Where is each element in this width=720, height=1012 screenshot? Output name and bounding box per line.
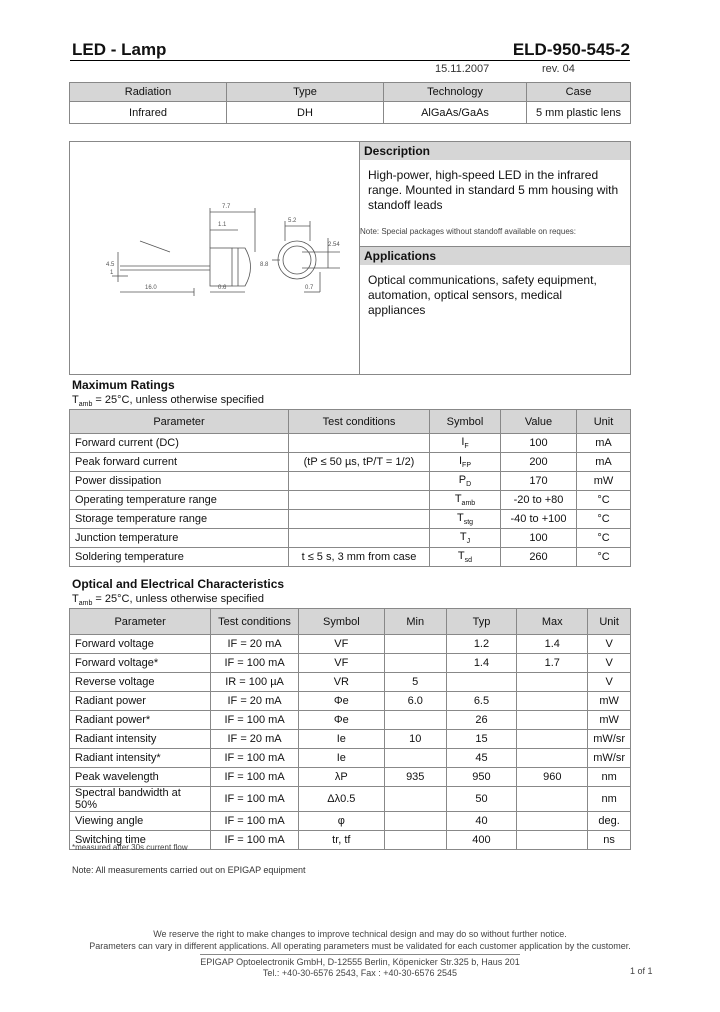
- param-cell: Forward current (DC): [70, 434, 289, 453]
- max-cell: [517, 749, 588, 768]
- condition-cell: IF = 100 mA: [211, 787, 299, 812]
- condition-cell: IF = 100 mA: [211, 711, 299, 730]
- max-ratings-heading: Maximum Ratings: [72, 378, 175, 392]
- unit-cell: V: [588, 635, 631, 654]
- opt-header: Min: [384, 609, 446, 635]
- part-number: ELD-950-545-2: [512, 40, 630, 59]
- header-rule: [70, 60, 630, 61]
- symbol-cell: $T_{sd}$: [430, 548, 501, 567]
- optical-condition: [72, 593, 264, 607]
- max-ratings-header-row: [70, 410, 631, 434]
- table-row: [70, 491, 631, 510]
- symbol-cell: tr, tf: [298, 831, 384, 850]
- condition-cell: [289, 491, 430, 510]
- unit-cell: mW: [588, 692, 631, 711]
- summary-header: Technology: [384, 83, 527, 102]
- condition-cell: (tP ≤ 50 µs, tP/T = 1/2): [289, 453, 430, 472]
- optical-header-row: [70, 609, 631, 635]
- min-cell: [384, 831, 446, 850]
- symbol-cell: Ie: [298, 730, 384, 749]
- summary-value: Infrared: [70, 102, 227, 124]
- footer-disclaimer-2: Parameters can vary in different applications. All operating parameters must be validated for each customer application by the customer.: [89, 941, 631, 951]
- summary-header: Type: [227, 83, 384, 102]
- unit-cell: °C: [577, 491, 631, 510]
- dim-label: 16.0: [145, 285, 157, 291]
- summary-header-row: [70, 83, 631, 102]
- symbol-cell: $T_{stg}$: [430, 510, 501, 529]
- optical-heading: Optical and Electrical Characteristics: [72, 577, 285, 591]
- min-cell: 10: [384, 730, 446, 749]
- unit-cell: mW/sr: [588, 749, 631, 768]
- unit-cell: mA: [577, 453, 631, 472]
- table-row: [70, 673, 631, 692]
- min-cell: [384, 711, 446, 730]
- description-text: High-power, high-speed LED in the infrared range. Mounted in standard 5 mm housing with standoff leads: [368, 168, 619, 212]
- dim-label: 8.8: [260, 262, 269, 268]
- condition-cell: IF = 20 mA: [211, 730, 299, 749]
- unit-cell: deg.: [588, 812, 631, 831]
- applications-heading: Applications: [360, 246, 630, 265]
- typ-cell: 50: [446, 787, 517, 812]
- footer-disclaimer-1: We reserve the right to make changes to improve technical design and may do so without further notice.: [153, 929, 567, 939]
- value-cell: 260: [501, 548, 577, 567]
- min-cell: [384, 812, 446, 831]
- table-row: [70, 472, 631, 491]
- dim-label: 0.7: [305, 285, 314, 291]
- symbol-cell: VF: [298, 635, 384, 654]
- summary-header: Case: [527, 83, 631, 102]
- table-row: [70, 749, 631, 768]
- param-cell: Forward voltage*: [70, 654, 211, 673]
- typ-cell: 26: [446, 711, 517, 730]
- condition-sub: amb: [78, 600, 93, 608]
- symbol-cell: Ie: [298, 749, 384, 768]
- min-cell: [384, 635, 446, 654]
- led-dimension-drawing: [70, 142, 359, 374]
- max-header: Value: [501, 410, 577, 434]
- unit-cell: °C: [577, 548, 631, 567]
- value-cell: 200: [501, 453, 577, 472]
- condition-symbol: T: [72, 394, 79, 406]
- table-row: [70, 548, 631, 567]
- summary-header: Radiation: [70, 83, 227, 102]
- symbol-cell: λP: [298, 768, 384, 787]
- max-header: Unit: [577, 410, 631, 434]
- param-cell: Forward voltage: [70, 635, 211, 654]
- symbol-cell: $I_F$: [430, 434, 501, 453]
- symbol-cell: φ: [298, 812, 384, 831]
- condition-cell: [289, 472, 430, 491]
- symbol-cell: VR: [298, 673, 384, 692]
- value-cell: 100: [501, 434, 577, 453]
- summary-value: AlGaAs/GaAs: [384, 102, 527, 124]
- table-row: [70, 730, 631, 749]
- condition-cell: IF = 20 mA: [211, 635, 299, 654]
- param-cell: Peak wavelength: [70, 768, 211, 787]
- param-cell: Operating temperature range: [70, 491, 289, 510]
- table-row: [70, 453, 631, 472]
- condition-cell: [289, 529, 430, 548]
- max-cell: 960: [517, 768, 588, 787]
- page-number: 1 of 1: [630, 966, 653, 976]
- summary-value: 5 mm plastic lens: [527, 102, 631, 124]
- symbol-cell: $T_{amb}$: [430, 491, 501, 510]
- min-cell: [384, 787, 446, 812]
- typ-cell: [446, 673, 517, 692]
- min-cell: 6.0: [384, 692, 446, 711]
- max-ratings-condition: [72, 394, 264, 408]
- condition-cell: [289, 510, 430, 529]
- typ-cell: 400: [446, 831, 517, 850]
- applications-text: Optical communications, safety equipment, automation, optical sensors, medical appliances: [368, 273, 597, 317]
- footer-rule: [200, 954, 520, 955]
- min-cell: 5: [384, 673, 446, 692]
- condition-text: = 25°C, unless otherwise specified: [92, 394, 264, 406]
- table-row: [70, 654, 631, 673]
- symbol-cell: Δλ0.5: [298, 787, 384, 812]
- condition-cell: [289, 434, 430, 453]
- unit-cell: ns: [588, 831, 631, 850]
- typ-cell: 15: [446, 730, 517, 749]
- unit-cell: V: [588, 673, 631, 692]
- summary-value-row: [70, 102, 631, 124]
- optical-table: [69, 608, 631, 850]
- value-cell: 170: [501, 472, 577, 491]
- max-cell: 1.7: [517, 654, 588, 673]
- max-header: Parameter: [70, 410, 289, 434]
- table-row: [70, 812, 631, 831]
- symbol-cell: Φe: [298, 692, 384, 711]
- condition-cell: IR = 100 µA: [211, 673, 299, 692]
- dim-label: 1.1: [218, 222, 227, 228]
- dim-label: 5.2: [288, 218, 297, 224]
- typ-cell: 6.5: [446, 692, 517, 711]
- max-ratings-table: [69, 409, 631, 567]
- param-cell: Radiant power: [70, 692, 211, 711]
- dim-label: 1: [110, 270, 114, 276]
- doc-date: 15.11.2007: [435, 63, 490, 75]
- unit-cell: mW: [577, 472, 631, 491]
- param-cell: Spectral bandwidth at 50%: [70, 787, 211, 812]
- param-cell: Radiant intensity*: [70, 749, 211, 768]
- doc-revision: rev. 04: [542, 63, 575, 75]
- opt-header: Test conditions: [211, 609, 299, 635]
- param-cell: Viewing angle: [70, 812, 211, 831]
- symbol-cell: VF: [298, 654, 384, 673]
- opt-header: Max: [517, 609, 588, 635]
- max-header: Test conditions: [289, 410, 430, 434]
- description-block: [69, 141, 631, 375]
- symbol-cell: $P_D$: [430, 472, 501, 491]
- symbol-cell: $I_{FP}$: [430, 453, 501, 472]
- param-cell: Peak forward current: [70, 453, 289, 472]
- symbol-cell: Φe: [298, 711, 384, 730]
- summary-value: DH: [227, 102, 384, 124]
- unit-cell: °C: [577, 529, 631, 548]
- table-row: [70, 529, 631, 548]
- summary-table: [69, 82, 631, 124]
- param-cell: Reverse voltage: [70, 673, 211, 692]
- max-cell: [517, 787, 588, 812]
- max-cell: [517, 730, 588, 749]
- opt-header: Symbol: [298, 609, 384, 635]
- param-cell: Radiant power*: [70, 711, 211, 730]
- typ-cell: 40: [446, 812, 517, 831]
- table-row: [70, 711, 631, 730]
- condition-cell: IF = 20 mA: [211, 692, 299, 711]
- opt-header: Typ: [446, 609, 517, 635]
- symbol-cell: $T_J$: [430, 529, 501, 548]
- min-cell: [384, 654, 446, 673]
- table-row: [70, 692, 631, 711]
- description-panel: [360, 142, 630, 318]
- table-row: [70, 768, 631, 787]
- unit-cell: nm: [588, 787, 631, 812]
- min-cell: [384, 749, 446, 768]
- doc-title: LED - Lamp: [72, 40, 167, 59]
- param-cell: Radiant intensity: [70, 730, 211, 749]
- param-cell: Storage temperature range: [70, 510, 289, 529]
- dim-label: 2.54: [328, 242, 340, 248]
- condition-cell: IF = 100 mA: [211, 831, 299, 850]
- max-cell: [517, 812, 588, 831]
- condition-sub: amb: [78, 401, 93, 409]
- typ-cell: 45: [446, 749, 517, 768]
- condition-cell: IF = 100 mA: [211, 812, 299, 831]
- optical-footnote: *measured after 30s current flow: [72, 843, 188, 852]
- max-header: Symbol: [430, 410, 501, 434]
- value-cell: -40 to +100: [501, 510, 577, 529]
- typ-cell: 950: [446, 768, 517, 787]
- opt-header: Parameter: [70, 609, 211, 635]
- condition-cell: IF = 100 mA: [211, 749, 299, 768]
- max-cell: 1.4: [517, 635, 588, 654]
- value-cell: 100: [501, 529, 577, 548]
- dim-label: 0.6: [218, 285, 227, 291]
- max-cell: [517, 831, 588, 850]
- condition-text: = 25°C, unless otherwise specified: [92, 593, 264, 605]
- condition-cell: t ≤ 5 s, 3 mm from case: [289, 548, 430, 567]
- max-cell: [517, 673, 588, 692]
- unit-cell: V: [588, 654, 631, 673]
- description-note: Note: Special packages without standoff available on reques:: [360, 227, 576, 236]
- max-cell: [517, 692, 588, 711]
- typ-cell: 1.2: [446, 635, 517, 654]
- measurement-note: Note: All measurements carried out on EPIGAP equipment: [72, 865, 306, 875]
- unit-cell: nm: [588, 768, 631, 787]
- table-row: [70, 434, 631, 453]
- param-cell: Switching time: [70, 831, 211, 850]
- param-cell: Soldering temperature: [70, 548, 289, 567]
- dim-label: 7.7: [222, 204, 231, 210]
- typ-cell: 1.4: [446, 654, 517, 673]
- param-cell: Power dissipation: [70, 472, 289, 491]
- unit-cell: mW: [588, 711, 631, 730]
- unit-cell: mA: [577, 434, 631, 453]
- param-cell: Junction temperature: [70, 529, 289, 548]
- description-heading: Description: [360, 142, 630, 160]
- opt-header: Unit: [588, 609, 631, 635]
- table-row: [70, 635, 631, 654]
- value-cell: -20 to +80: [501, 491, 577, 510]
- condition-symbol: T: [72, 593, 79, 605]
- footer-address: EPIGAP Optoelectronik GmbH, D-12555 Berlin, Köpenicker Str.325 b, Haus 201: [200, 957, 520, 967]
- condition-cell: IF = 100 mA: [211, 768, 299, 787]
- unit-cell: °C: [577, 510, 631, 529]
- dim-label: 4.5: [106, 262, 115, 268]
- unit-cell: mW/sr: [588, 730, 631, 749]
- condition-cell: IF = 100 mA: [211, 654, 299, 673]
- package-drawing: [70, 142, 360, 374]
- table-row: [70, 510, 631, 529]
- min-cell: 935: [384, 768, 446, 787]
- max-cell: [517, 711, 588, 730]
- table-row: [70, 787, 631, 812]
- footer-contact: Tel.: +40-30-6576 2543, Fax : +40-30-6576 2545: [262, 968, 458, 978]
